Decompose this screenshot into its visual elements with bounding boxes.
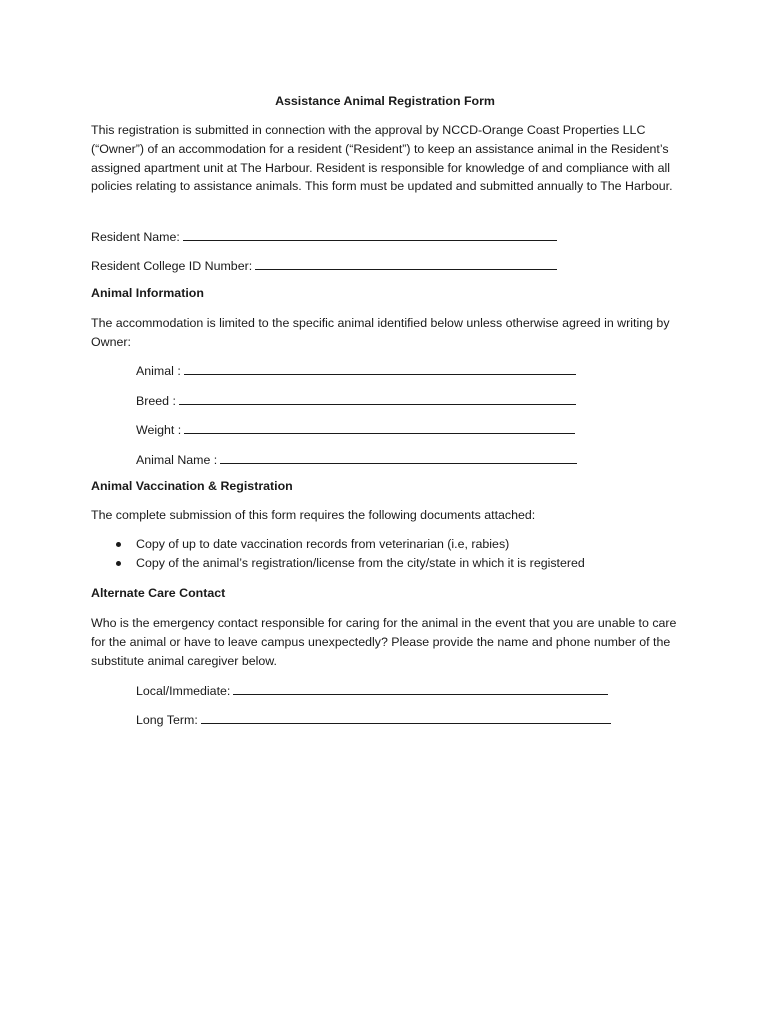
vaccination-heading: Animal Vaccination & Registration <box>91 479 293 493</box>
bullet-icon <box>116 561 121 566</box>
alternate-care-heading: Alternate Care Contact <box>91 586 226 600</box>
resident-id-field[interactable] <box>91 257 557 273</box>
animal-label: Animal : <box>136 364 181 378</box>
weight-label: Weight : <box>136 423 182 437</box>
resident-id-label: Resident College ID Number: <box>91 259 253 273</box>
animal-blank[interactable] <box>184 362 576 375</box>
animal-info-text: The accommodation is limited to the specific animal identified below unless otherwise agreed in writing by Owner: <box>91 316 670 349</box>
resident-name-label: Resident Name: <box>91 230 180 244</box>
animal-field[interactable] <box>136 362 576 378</box>
breed-blank[interactable] <box>179 392 576 405</box>
resident-name-field[interactable] <box>91 228 557 244</box>
intro-paragraph: This registration is submitted in connection with the approval by NCCD-Orange Coast Properties LLC (“Owner”) of an accommodation for a resident (“Resident”) to keep an assistance animal in the Resident’s assigned apartment unit at The Harbour. Resident is responsible for knowledge of and compliance with all policies relating to assistance animals. This form must be updated and submitted annually to The Harbour. <box>91 123 673 194</box>
local-immediate-blank[interactable] <box>233 682 608 695</box>
animal-info-heading: Animal Information <box>91 286 204 300</box>
bullet-icon <box>116 542 121 547</box>
vaccination-text: The complete submission of this form requires the following documents attached: <box>91 508 536 522</box>
alternate-care-text: Who is the emergency contact responsible for caring for the animal in the event that you are unable to care for the animal or have to leave campus unexpectedly? Please provide the name and phone number of the substitute animal caregiver below. <box>91 616 677 668</box>
long-term-field[interactable] <box>136 711 611 727</box>
resident-name-blank[interactable] <box>183 228 557 241</box>
breed-label: Breed : <box>136 394 176 408</box>
bullet-item-vaccination: Copy of up to date vaccination records from veterinarian (i.e, rabies) <box>136 537 510 551</box>
local-immediate-field[interactable] <box>136 682 608 698</box>
bullet-item-license: Copy of the animal’s registration/license from the city/state in which it is registered <box>136 556 585 570</box>
long-term-blank[interactable] <box>201 711 611 724</box>
animal-name-blank[interactable] <box>220 451 577 464</box>
form-title: Assistance Animal Registration Form <box>275 94 495 108</box>
weight-blank[interactable] <box>184 421 575 434</box>
animal-name-field[interactable] <box>136 451 577 467</box>
local-immediate-label: Local/Immediate: <box>136 684 231 698</box>
animal-name-label: Animal Name : <box>136 453 218 467</box>
resident-id-blank[interactable] <box>255 257 557 270</box>
breed-field[interactable] <box>136 392 576 408</box>
weight-field[interactable] <box>136 421 575 437</box>
long-term-label: Long Term: <box>136 713 198 727</box>
